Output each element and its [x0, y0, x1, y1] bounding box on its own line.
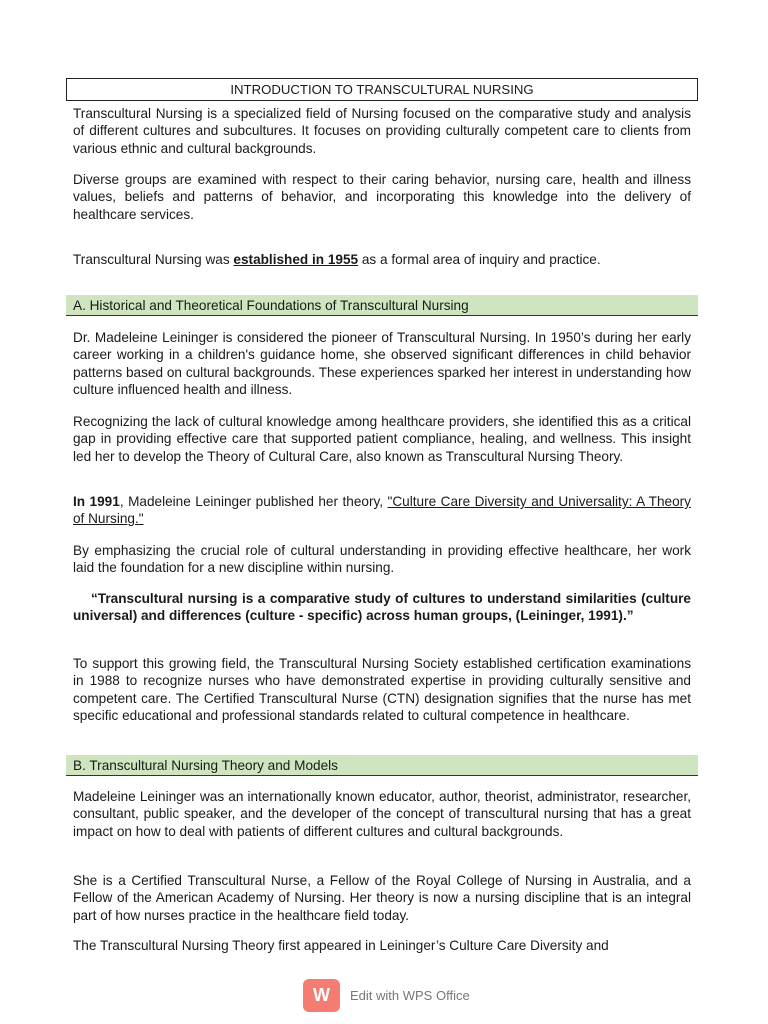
intro-paragraph-1: Transcultural Nursing is a specialized field of Nursing focused on the comparative study and analysis of different cultures and subcultures. It focuses on providing culturally competent care to clients from various ethnic and cultural backgrounds. [73, 106, 691, 156]
wps-edit-label[interactable]: Edit with WPS Office [350, 988, 470, 1003]
theory-title-link: "Culture Care Diversity and Universality: A Theory of Nursing." [73, 494, 691, 527]
section-b-paragraph-2: She is a Certified Transcultural Nurse, a Fellow of the Royal College of Nursing in Australia, and a Fellow of the American Academy of Nursing. Her theory is now a nursing discipline that is an integral part of how nurses practice in the healthcare field today. [73, 873, 691, 923]
section-b-heading: B. Transcultural Nursing Theory and Models [66, 755, 698, 776]
section-b-paragraph-3: The Transcultural Nursing Theory first appeared in Leininger’s Culture Care Diversity and [73, 938, 609, 953]
section-b-paragraph-1: Madeleine Leininger was an internationally known educator, author, theorist, administrator, researcher, consultant, public speaker, and the developer of the concept of transcultural nursing that has a great impact on how to deal with patients of different cultures and cultural backgrounds. [73, 789, 691, 839]
intro-paragraph-2: Diverse groups are examined with respect to their caring behavior, nursing care, health and illness values, beliefs and patterns of behavior, and incorporating this knowledge into the delivery of healthcare services. [73, 172, 691, 222]
section-a-paragraph-5: To support this growing field, the Transcultural Nursing Society established certification examinations in 1988 to recognize nurses who have demonstrated expertise in providing culturally sensitive and competent care. The Certified Transcultural Nurse (CTN) designation signifies that the nurse has met specific educational and professional standards related to cultural competence in healthcare. [73, 656, 691, 724]
wps-logo-icon: W [303, 979, 340, 1012]
text: Transcultural Nursing was [73, 252, 234, 267]
wps-edit-banner[interactable] [303, 979, 470, 1012]
leininger-quote: “Transcultural nursing is a comparative study of cultures to understand similarities (culture universal) and differences (culture - specific) across human groups, (Leininger, 1991).” [73, 591, 691, 624]
document-title: INTRODUCTION TO TRANSCULTURAL NURSING [66, 78, 698, 101]
intro-paragraph-3 [73, 251, 691, 268]
text: , Madeleine Leininger published her theory, [119, 494, 388, 509]
section-a-paragraph-2: Recognizing the lack of cultural knowledge among healthcare providers, she identified this as a critical gap in providing effective care that supported patient compliance, healing, and wellness. This insight led her to develop the Theory of Cultural Care, also known as Transcultural Nursing Theory. [73, 414, 691, 464]
established-emphasis: established in 1955 [233, 252, 359, 267]
section-a-paragraph-4: By emphasizing the crucial role of cultural understanding in providing effective healthcare, her work laid the foundation for a new discipline within nursing. [73, 543, 691, 576]
section-a-paragraph-1: Dr. Madeleine Leininger is considered the pioneer of Transcultural Nursing. In 1950’s during her early career working in a children's guidance home, she observed significant differences in child behavior patterns based on cultural backgrounds. These experiences sparked her interest in understanding how culture influenced health and illness. [73, 330, 691, 398]
text: as a formal area of inquiry and practice. [358, 252, 601, 267]
section-a-heading: A. Historical and Theoretical Foundations of Transcultural Nursing [66, 295, 698, 316]
section-a-paragraph-3 [73, 493, 691, 528]
year-emphasis: In 1991 [73, 494, 120, 509]
